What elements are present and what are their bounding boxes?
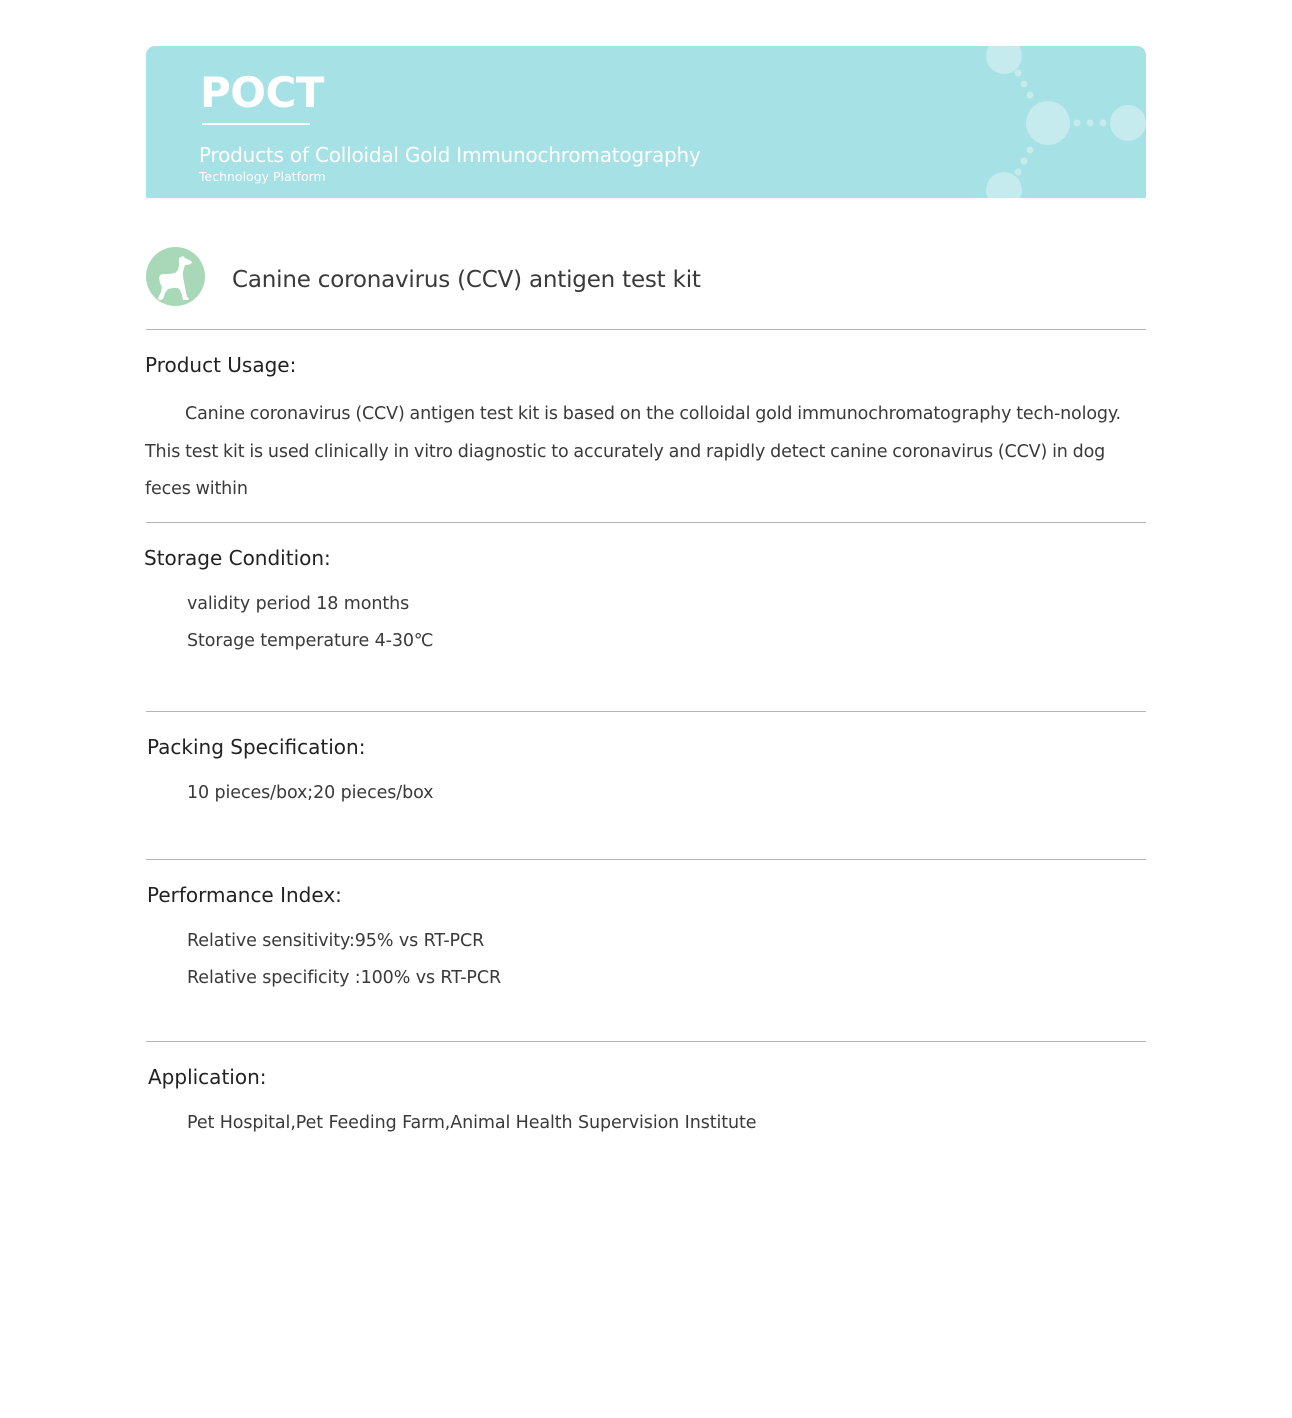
usage-text: Canine coronavirus (CCV) antigen test kit is based on the colloidal gold immunochromatography tech-nology. This test kit is used clinically in vitro diagnostic to accurately and rapidly detect canine coronavirus (CCV) in dog feces within [145,404,1121,499]
packing-spec: 10 pieces/box;20 pieces/box [187,783,434,803]
divider [146,711,1146,712]
banner-underline [202,123,310,125]
storage-validity: validity period 18 months [187,594,410,614]
divider [146,329,1146,330]
packing-heading: Packing Specification: [147,735,366,759]
application-text: Pet Hospital,Pet Feeding Farm,Animal Health Supervision Institute [187,1113,757,1133]
banner-title: POCT [200,68,324,117]
banner-subtitle: Products of Colloidal Gold Immunochromatography [199,143,701,167]
divider [146,1041,1146,1042]
performance-heading: Performance Index: [147,883,342,907]
header-banner [146,46,1146,198]
storage-heading: Storage Condition: [144,546,331,570]
performance-specificity: Relative specificity :100% vs RT-PCR [187,968,502,988]
dog-icon [146,247,205,306]
banner-subtitle-secondary: Technology Platform [199,169,326,184]
divider [146,859,1146,860]
storage-temperature: Storage temperature 4-30℃ [187,631,434,651]
divider [146,522,1146,523]
usage-heading: Product Usage: [145,353,297,377]
application-heading: Application: [148,1065,267,1089]
performance-sensitivity: Relative sensitivity:95% vs RT-PCR [187,931,485,951]
product-title: Canine coronavirus (CCV) antigen test kit [232,267,701,293]
